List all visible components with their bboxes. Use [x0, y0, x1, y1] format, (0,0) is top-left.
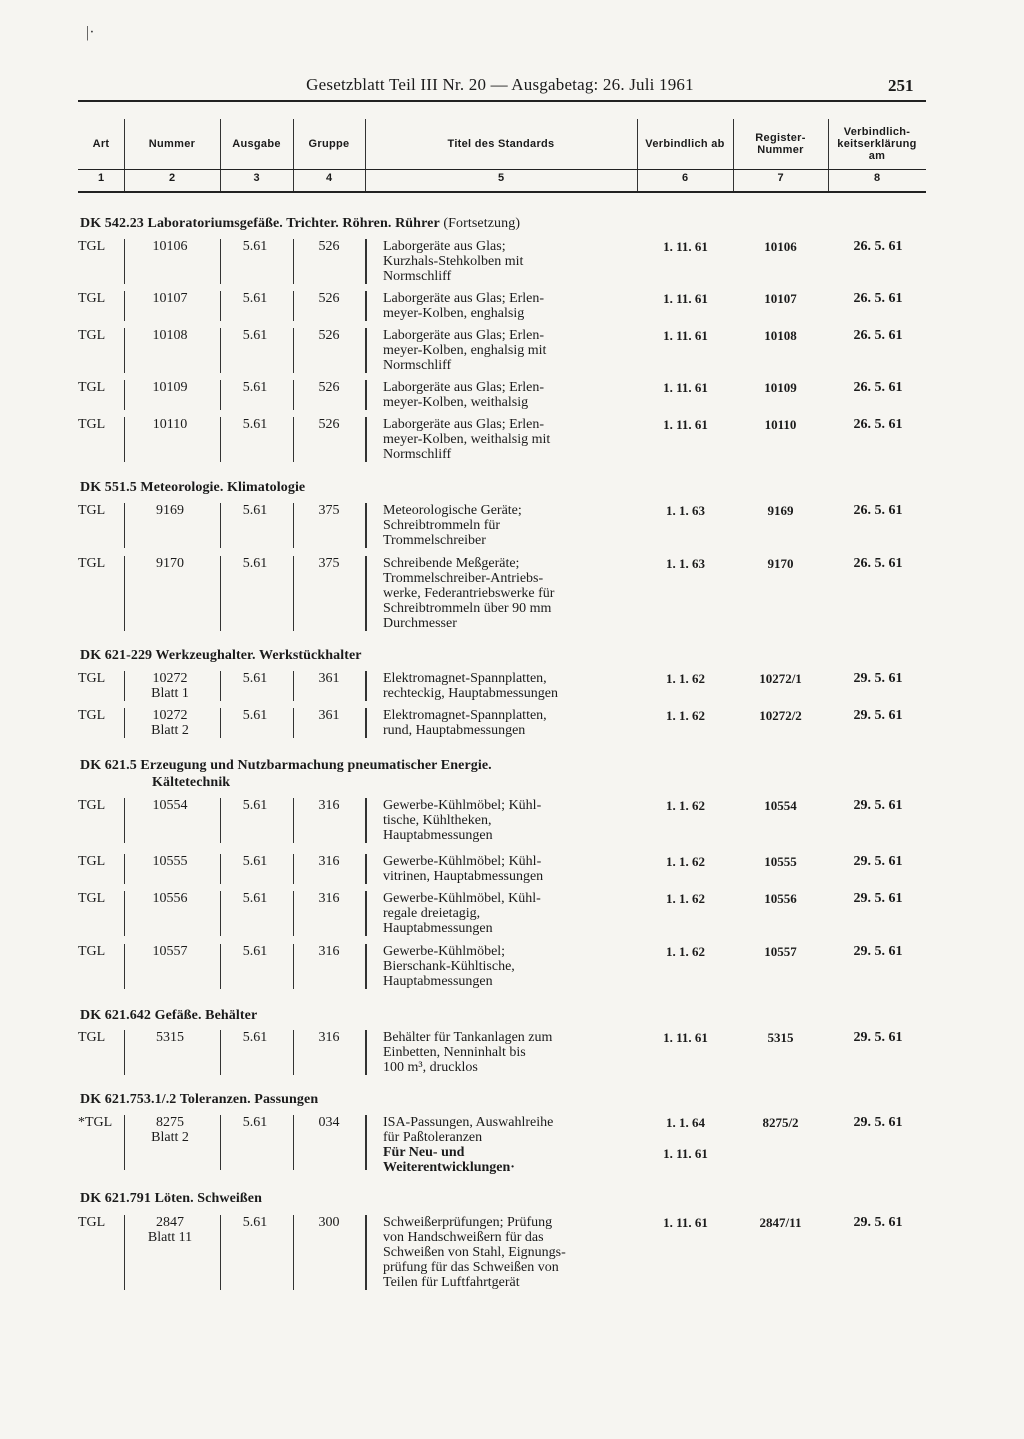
col-divider: [293, 170, 294, 191]
entry-rule: [293, 1030, 294, 1075]
cell-verbindlich: 1. 1. 62: [666, 671, 705, 686]
cell-erklaerung: 26. 5. 61: [853, 556, 903, 571]
cell-ausgabe: 5.61: [242, 417, 268, 432]
cell-verbindlich: 1. 1. 63: [666, 503, 705, 518]
cell-register: 8275/2: [762, 1115, 799, 1130]
entry-rule: [220, 380, 221, 410]
cell-gruppe: 361: [318, 671, 340, 686]
cell-erklaerung: 29. 5. 61: [853, 944, 903, 959]
col-divider: [293, 119, 294, 169]
entry-rule: [293, 556, 294, 631]
entry-rule: [220, 239, 221, 284]
cell-erklaerung: 26. 5. 61: [853, 380, 903, 395]
cell-erklaerung: 26. 5. 61: [853, 503, 903, 518]
cell-verbindlich: 1. 1. 62: [666, 798, 705, 813]
table-row: [78, 708, 926, 738]
cell-nummer: 10109: [152, 380, 188, 395]
entry-rule: [365, 239, 367, 284]
cell-titel: Elektromagnet-Spannplatten, rechteckig, Hauptabmessungen: [383, 671, 558, 701]
entry-rule: [365, 417, 367, 462]
cell-ausgabe: 5.61: [242, 891, 268, 906]
cell-titel: Schweißerprüfungen; Prüfung von Handschweißern für das Schweißen von Stahl, Eignungs- prüfung für das Schweißen von Teilen für Luftfahrtgerät: [383, 1215, 566, 1290]
entry-rule: [365, 798, 367, 843]
col-head-erklaerung: Verbindlich-keitserklärung am: [837, 126, 917, 162]
entry-rule: [293, 328, 294, 373]
table-row: [78, 328, 926, 373]
cell-nummer: 10110: [152, 417, 188, 432]
cell-ausgabe: 5.61: [242, 328, 268, 343]
col-num: 1: [97, 172, 105, 184]
cell-nummer: 10107: [152, 291, 188, 306]
section-title: DK 551.5 Meteorologie. Klimatologie: [80, 480, 306, 495]
cell-register: 10110: [764, 417, 797, 432]
entry-rule: [220, 944, 221, 989]
col-num: 5: [497, 172, 505, 184]
cell-register: 10109: [764, 380, 797, 395]
cell-titel: Behälter für Tankanlagen zum Einbetten, Nenninhalt bis 100 m³, drucklos: [383, 1030, 553, 1075]
cell-art: TGL: [78, 671, 106, 686]
cell-ausgabe: 5.61: [242, 671, 268, 686]
cell-titel: Elektromagnet-Spannplatten, rund, Hauptabmessungen: [383, 708, 547, 738]
cell-verbindlich: 1. 1. 62: [666, 854, 705, 869]
cell-register: 9170: [767, 556, 794, 571]
cell-titel: Gewerbe-Kühlmöbel; Kühl- tische, Kühltheken, Hauptabmessungen: [383, 798, 542, 843]
col-divider: [220, 119, 221, 169]
cell-verbindlich: 1. 11. 61: [663, 417, 708, 432]
cell-verbindlich: 1. 11. 61: [663, 291, 708, 306]
table-row: [78, 380, 926, 410]
cell-art: TGL: [78, 1215, 106, 1230]
col-num: 7: [777, 172, 784, 184]
entry-rule: [365, 854, 367, 884]
entry-rule: [124, 1215, 125, 1290]
cell-erklaerung: 29. 5. 61: [853, 1030, 903, 1045]
section-title: DK 621.5 Erzeugung und Nutzbarmachung pneumatischer Energie. Kältetechnik: [80, 758, 492, 790]
entry-rule: [365, 708, 367, 738]
cell-nummer: 10272 Blatt 1: [151, 671, 189, 701]
table-header-row: [78, 119, 926, 170]
cell-art: TGL: [78, 708, 106, 723]
cell-titel: Schreibende Meßgeräte; Trommelschreiber-Antriebs- werke, Federantriebswerke für Schreibtrommeln über 90 mm Durchmesser: [383, 556, 555, 631]
entry-rule: [124, 854, 125, 884]
entry-rule: [293, 798, 294, 843]
entry-rule: [293, 380, 294, 410]
entry-rule: [220, 503, 221, 548]
entry-rule: [220, 854, 221, 884]
table-row: [78, 417, 926, 462]
cell-register: 10107: [764, 291, 797, 306]
cell-titel: Gewerbe-Kühlmöbel, Kühl- regale dreietagig, Hauptabmessungen: [383, 891, 541, 936]
cell-art: TGL: [78, 891, 106, 906]
section-title: DK 621.753.1/.2 Toleranzen. Passungen: [80, 1092, 319, 1107]
entry-rule: [293, 854, 294, 884]
cell-ausgabe: 5.61: [242, 380, 268, 395]
col-divider: [828, 119, 829, 169]
col-num: 2: [168, 172, 176, 184]
entry-rule: [365, 328, 367, 373]
table-row: [78, 671, 926, 701]
cell-art: TGL: [78, 239, 106, 254]
col-divider: [124, 170, 125, 191]
cell-ausgabe: 5.61: [242, 1215, 268, 1230]
col-divider: [637, 119, 638, 169]
cell-erklaerung: 29. 5. 61: [853, 708, 903, 723]
entry-rule: [220, 1030, 221, 1075]
entry-rule: [124, 798, 125, 843]
cell-verbindlich: 1. 11. 61: [663, 380, 708, 395]
cell-titel: Gewerbe-Kühlmöbel; Kühl- vitrinen, Hauptabmessungen: [383, 854, 544, 884]
cell-ausgabe: 5.61: [242, 944, 268, 959]
cell-gruppe: 316: [318, 798, 340, 813]
table-row: [78, 798, 926, 843]
entry-rule: [365, 291, 367, 321]
margin-mark: |·: [86, 24, 95, 41]
entry-rule: [124, 328, 125, 373]
entry-rule: [293, 1115, 294, 1170]
cell-register: 2847/11: [759, 1215, 802, 1230]
cell-titel: ISA-Passungen, Auswahlreihe für Paßtoleranzen Für Neu- und Weiterentwicklungen·: [383, 1115, 554, 1175]
cell-verbindlich: 1. 1. 62: [666, 708, 705, 723]
cell-titel: Meteorologische Geräte; Schreibtrommeln für Trommelschreiber: [383, 503, 522, 548]
entry-rule: [124, 503, 125, 548]
entry-rule: [220, 891, 221, 936]
col-divider: [637, 170, 638, 191]
cell-nummer: 10272 Blatt 2: [151, 708, 189, 738]
entry-rule: [365, 1215, 367, 1290]
cell-register: 10554: [764, 798, 797, 813]
col-num: 8: [873, 172, 881, 184]
cell-gruppe: 526: [318, 380, 340, 395]
entry-rule: [124, 239, 125, 284]
col-head-art: Art: [92, 138, 110, 150]
col-head-register: Register-Nummer: [755, 132, 806, 156]
header-rule: [78, 100, 926, 102]
entry-rule: [220, 328, 221, 373]
cell-titel: Laborgeräte aus Glas; Erlen- meyer-Kolben, enghalsig: [383, 291, 545, 321]
cell-ausgabe: 5.61: [242, 798, 268, 813]
entry-rule: [124, 291, 125, 321]
cell-erklaerung: 26. 5. 61: [853, 417, 903, 432]
cell-gruppe: 316: [318, 944, 340, 959]
page-number: 251: [888, 76, 914, 95]
cell-erklaerung: 29. 5. 61: [853, 891, 903, 906]
cell-verbindlich: 1. 11. 61: [663, 1215, 708, 1230]
cell-art: TGL: [78, 556, 106, 571]
cell-register: 10556: [764, 891, 797, 906]
cell-titel: Laborgeräte aus Glas; Erlen- meyer-Kolben, weithalsig mit Normschliff: [383, 417, 551, 462]
cell-gruppe: 316: [318, 1030, 340, 1045]
entry-rule: [293, 417, 294, 462]
cell-art: TGL: [78, 798, 106, 813]
entry-rule: [124, 1030, 125, 1075]
table-row: [78, 1115, 926, 1175]
cell-register: 10272/1: [759, 671, 802, 686]
cell-erklaerung: 26. 5. 61: [853, 239, 903, 254]
cell-gruppe: 316: [318, 891, 340, 906]
entry-rule: [365, 503, 367, 548]
col-divider: [733, 170, 734, 191]
cell-register: 5315: [767, 1030, 794, 1045]
cell-register: 10106: [764, 239, 797, 254]
entry-rule: [220, 671, 221, 701]
entry-rule: [293, 891, 294, 936]
cell-nummer: 10556: [152, 891, 188, 906]
entry-rule: [365, 1115, 367, 1170]
cell-nummer: 10555: [152, 854, 188, 869]
col-head-ausgabe: Ausgabe: [232, 138, 281, 150]
section-title: DK 621.642 Gefäße. Behälter: [80, 1008, 258, 1023]
col-head-titel: Titel des Standards: [447, 138, 555, 150]
table-row: [78, 291, 926, 321]
cell-nummer: 9170: [156, 556, 184, 571]
entry-rule: [220, 798, 221, 843]
cell-ausgabe: 5.61: [242, 1030, 268, 1045]
entry-rule: [293, 708, 294, 738]
cell-nummer: 10557: [152, 944, 188, 959]
entry-rule: [220, 1115, 221, 1170]
cell-nummer: 5315: [156, 1030, 184, 1045]
cell-art: *TGL: [78, 1115, 113, 1130]
cell-ausgabe: 5.61: [242, 503, 268, 518]
col-head-verbindlich: Verbindlich ab: [645, 138, 725, 150]
entry-rule: [293, 1215, 294, 1290]
cell-titel-note: Für Neu- und Weiterentwicklungen·: [383, 1145, 515, 1175]
cell-art: TGL: [78, 1030, 106, 1045]
entry-rule: [220, 1215, 221, 1290]
cell-gruppe: 375: [318, 503, 340, 518]
entry-rule: [293, 503, 294, 548]
table-row: [78, 891, 926, 936]
table-row: [78, 556, 926, 631]
col-divider: [733, 119, 734, 169]
cell-nummer: 2847 Blatt 11: [147, 1215, 193, 1245]
cell-art: TGL: [78, 854, 106, 869]
cell-gruppe: 526: [318, 291, 340, 306]
entry-rule: [124, 417, 125, 462]
cell-gruppe: 375: [318, 556, 340, 571]
entry-rule: [293, 291, 294, 321]
col-divider: [220, 170, 221, 191]
entry-rule: [293, 239, 294, 284]
cell-verbindlich: 1. 1. 64 1. 11. 61: [663, 1115, 708, 1161]
cell-art: TGL: [78, 503, 106, 518]
table-row: [78, 1215, 926, 1290]
table-row: [78, 944, 926, 989]
cell-gruppe: 034: [318, 1115, 340, 1130]
cell-nummer: 8275 Blatt 2: [151, 1115, 189, 1145]
cell-art: TGL: [78, 328, 106, 343]
entry-rule: [124, 556, 125, 631]
col-divider: [828, 170, 829, 191]
col-divider: [365, 170, 366, 191]
cell-verbindlich: 1. 11. 61: [663, 239, 708, 254]
cell-gruppe: 316: [318, 854, 340, 869]
cell-gruppe: 361: [318, 708, 340, 723]
cell-erklaerung: 29. 5. 61: [853, 1215, 903, 1230]
col-divider: [365, 119, 366, 169]
cell-register: 10555: [764, 854, 797, 869]
section-title: DK 542.23 Laboratoriumsgefäße. Trichter. Röhren. Rührer (Fortsetzung): [80, 216, 521, 231]
cell-art: TGL: [78, 944, 106, 959]
col-head-nummer: Nummer: [148, 138, 196, 150]
cell-titel: Laborgeräte aus Glas; Erlen- meyer-Kolben, weithalsig: [383, 380, 545, 410]
table-row: [78, 1030, 926, 1075]
cell-ausgabe: 5.61: [242, 556, 268, 571]
entry-rule: [124, 1115, 125, 1170]
cell-gruppe: 526: [318, 239, 340, 254]
cell-verbindlich: 1. 1. 62: [666, 891, 705, 906]
cell-register: 10108: [764, 328, 797, 343]
cell-titel: Laborgeräte aus Glas; Kurzhals-Stehkolben mit Normschliff: [383, 239, 524, 284]
col-num: 6: [681, 172, 689, 184]
cell-ausgabe: 5.61: [242, 708, 268, 723]
section-title: DK 621.791 Löten. Schweißen: [80, 1191, 262, 1206]
cell-verbindlich: 1. 1. 63: [666, 556, 705, 571]
entry-rule: [293, 944, 294, 989]
cell-art: TGL: [78, 380, 106, 395]
cell-nummer: 10108: [152, 328, 188, 343]
col-num: 3: [253, 172, 260, 184]
entry-rule: [220, 417, 221, 462]
cell-ausgabe: 5.61: [242, 239, 268, 254]
cell-nummer: 10106: [152, 239, 188, 254]
cell-ausgabe: 5.61: [242, 854, 268, 869]
entry-rule: [124, 944, 125, 989]
entry-rule: [124, 891, 125, 936]
entry-rule: [124, 671, 125, 701]
cell-verbindlich: 1. 11. 61: [663, 1030, 708, 1045]
cell-gruppe: 300: [318, 1215, 340, 1230]
cell-verbindlich: 1. 1. 62: [666, 944, 705, 959]
section-title-suffix: (Fortsetzung): [439, 216, 521, 231]
entry-rule: [220, 708, 221, 738]
entry-rule: [220, 556, 221, 631]
entry-rule: [365, 944, 367, 989]
entry-rule: [365, 380, 367, 410]
section-title: DK 621-229 Werkzeughalter. Werkstückhalter: [80, 648, 362, 663]
table-number-row: [78, 170, 926, 193]
entry-rule: [124, 708, 125, 738]
entry-rule: [365, 556, 367, 631]
cell-ausgabe: 5.61: [242, 291, 268, 306]
cell-art: TGL: [78, 417, 106, 432]
col-head-gruppe: Gruppe: [308, 138, 350, 150]
table-row: [78, 854, 926, 884]
cell-erklaerung: 29. 5. 61: [853, 798, 903, 813]
cell-art: TGL: [78, 291, 106, 306]
cell-register: 10557: [764, 944, 797, 959]
cell-erklaerung: 29. 5. 61: [853, 671, 903, 686]
cell-ausgabe: 5.61: [242, 1115, 268, 1130]
entry-rule: [293, 671, 294, 701]
entry-rule: [365, 891, 367, 936]
cell-titel: Laborgeräte aus Glas; Erlen- meyer-Kolben, enghalsig mit Normschliff: [383, 328, 547, 373]
cell-nummer: 9169: [156, 503, 184, 518]
cell-titel: Gewerbe-Kühlmöbel; Bierschank-Kühltische, Hauptabmessungen: [383, 944, 515, 989]
entry-rule: [365, 671, 367, 701]
entry-rule: [365, 1030, 367, 1075]
cell-erklaerung: 26. 5. 61: [853, 291, 903, 306]
entry-rule: [124, 380, 125, 410]
col-num: 4: [325, 172, 333, 184]
cell-nummer: 10554: [152, 798, 188, 813]
page-header-title: Gesetzblatt Teil III Nr. 20 — Ausgabetag: 26. Juli 1961: [306, 75, 694, 94]
cell-register: 9169: [767, 503, 794, 518]
table-row: [78, 239, 926, 284]
cell-erklaerung: 26. 5. 61: [853, 328, 903, 343]
entry-rule: [220, 291, 221, 321]
col-divider: [124, 119, 125, 169]
cell-register: 10272/2: [759, 708, 802, 723]
cell-verbindlich: 1. 11. 61: [663, 328, 708, 343]
cell-erklaerung: 29. 5. 61: [853, 1115, 903, 1130]
table-row: [78, 503, 926, 548]
cell-gruppe: 526: [318, 417, 340, 432]
cell-erklaerung: 29. 5. 61: [853, 854, 903, 869]
cell-gruppe: 526: [318, 328, 340, 343]
